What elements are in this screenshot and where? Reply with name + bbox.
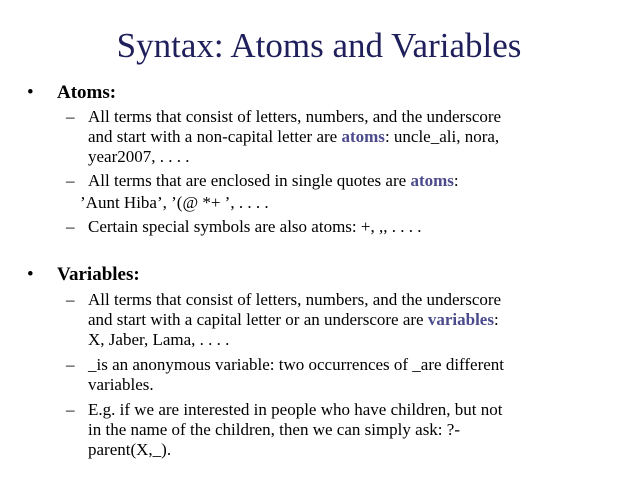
variables-item2-line2: variables.	[88, 375, 154, 394]
atoms-item1-line2-text: and start with a non-capital letter are	[88, 127, 342, 146]
variables-item2-line1: _is an anonymous variable: two occurrences of _are different	[88, 355, 505, 374]
dash: –	[66, 290, 75, 309]
bullet-atoms	[27, 82, 116, 104]
variables-keyword: variables	[427, 310, 494, 329]
atoms-item2-line2: ’Aunt Hiba’, ’(@ *+ ’, . . . .	[80, 193, 269, 212]
dash: –	[66, 355, 75, 374]
variables-label: Variables:	[57, 264, 140, 285]
variables-item1-line2	[88, 310, 499, 330]
atoms-item2-line1-tail: :	[453, 171, 459, 190]
atoms-item1-line2-tail: : uncle_ali, nora,	[384, 127, 500, 146]
atoms-keyword: atoms	[341, 127, 385, 146]
atoms-item1-line2	[88, 127, 499, 147]
variables-item1-line3: X, Jaber, Lama, . . . .	[88, 330, 230, 349]
slide-title: Syntax: Atoms and Variables	[116, 26, 522, 65]
dash: –	[66, 107, 75, 126]
variables-item1-line1: All terms that consist of letters, numbers, and the underscore	[88, 290, 502, 309]
atoms-item2-line1-text: All terms that are enclosed in single quotes are	[88, 171, 411, 190]
variables-item3-line3: parent(X,_).	[88, 440, 172, 459]
variables-item1-line2-tail: :	[493, 310, 499, 329]
variables-item3-line1: E.g. if we are interested in people who have children, but not	[88, 400, 503, 419]
bullet-variables	[27, 264, 140, 286]
dash: –	[66, 217, 75, 236]
dash: –	[66, 171, 75, 190]
atoms-item3-line1: Certain special symbols are also atoms: +, ,, . . . .	[88, 217, 422, 236]
dash: –	[66, 400, 75, 419]
atoms-item2-line1	[88, 171, 459, 191]
bullet-dot: •	[27, 264, 34, 285]
atoms-label: Atoms:	[57, 82, 117, 103]
bullet-dot: •	[27, 82, 34, 103]
variables-item3-line2: in the name of the children, then we can simply ask: ?-	[88, 420, 460, 439]
atoms-keyword: atoms	[410, 171, 454, 190]
variables-item1-line2-text: and start with a capital letter or an underscore are	[88, 310, 428, 329]
atoms-item1-line1: All terms that consist of letters, numbers, and the underscore	[88, 107, 502, 126]
atoms-item1-line3: year2007, . . . .	[88, 147, 190, 166]
